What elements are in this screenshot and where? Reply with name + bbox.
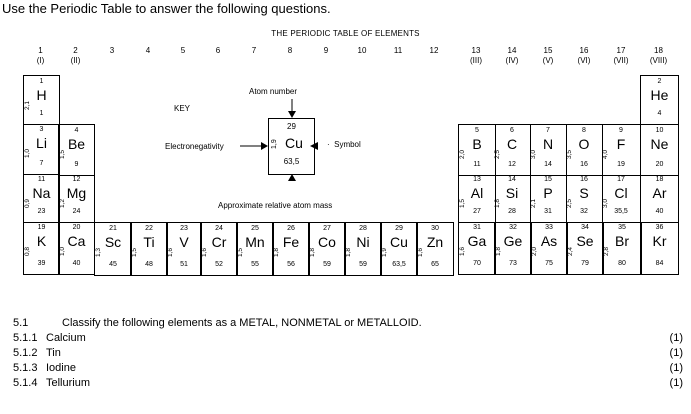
element-atomic-number: 21 bbox=[109, 225, 117, 232]
group-number: 16 bbox=[579, 46, 589, 55]
element-atomic-number: 2 bbox=[657, 78, 662, 85]
element-electronegativity: 0,9 bbox=[24, 198, 31, 208]
question-mark: (1) bbox=[669, 362, 683, 374]
element-electronegativity: 2,5 bbox=[494, 149, 501, 159]
element-atomic-number: 31 bbox=[473, 224, 481, 231]
element-symbol: Be bbox=[67, 136, 86, 152]
element-symbol: Ti bbox=[143, 234, 155, 250]
key-symbol: Cu bbox=[285, 135, 303, 151]
element-atomic-number: 6 bbox=[510, 127, 514, 134]
element-symbol: H bbox=[36, 87, 47, 103]
element-electronegativity: 1,2 bbox=[59, 198, 66, 208]
group-number: 13 bbox=[471, 46, 481, 55]
element-electronegativity: 3,0 bbox=[602, 198, 609, 208]
periodic-table-title: THE PERIODIC TABLE OF ELEMENTS bbox=[271, 29, 420, 38]
element-mass: 24 bbox=[72, 208, 81, 215]
element-symbol: B bbox=[472, 136, 482, 152]
element-mass: 56 bbox=[287, 261, 295, 268]
key-label: KEY bbox=[174, 104, 191, 113]
element-atomic-number: 28 bbox=[359, 225, 367, 232]
element-electronegativity: 1,8 bbox=[494, 198, 501, 208]
group-number: 1 bbox=[38, 46, 43, 55]
element-symbol: N bbox=[542, 136, 554, 152]
element-electronegativity: 1,6 bbox=[417, 247, 424, 257]
element-symbol: Cr bbox=[211, 234, 227, 250]
atom-number-arrow-icon bbox=[288, 111, 296, 118]
group-number: 6 bbox=[215, 46, 221, 55]
element-atomic-number: 7 bbox=[546, 127, 550, 134]
element-mass: 75 bbox=[545, 260, 553, 267]
group-roman: (I) bbox=[36, 56, 45, 65]
element-atomic-number: 20 bbox=[72, 224, 81, 231]
symbol-arrow-icon bbox=[310, 142, 318, 150]
group-number: 18 bbox=[654, 46, 663, 55]
group-number: 17 bbox=[616, 46, 626, 55]
group-number: 14 bbox=[507, 46, 517, 55]
element-electronegativity: 1,6 bbox=[459, 246, 466, 256]
element-mass: 14 bbox=[544, 161, 552, 168]
element-symbol: P bbox=[543, 185, 553, 201]
element-symbol: Mn bbox=[245, 234, 265, 250]
element-atomic-number: 29 bbox=[395, 225, 403, 232]
element-electronegativity: 2,1 bbox=[24, 100, 31, 110]
element-symbol: Al bbox=[470, 185, 484, 201]
element-atomic-number: 27 bbox=[323, 225, 331, 232]
question-heading bbox=[13, 316, 683, 331]
element-symbol: Co bbox=[318, 234, 336, 250]
element-atomic-number: 9 bbox=[619, 127, 623, 134]
element-atomic-number: 24 bbox=[215, 225, 223, 232]
element-atomic-number: 1 bbox=[39, 78, 44, 85]
element-mass: 12 bbox=[508, 161, 516, 168]
element-mass: 40 bbox=[655, 208, 664, 215]
question-text: Calcium bbox=[46, 332, 86, 344]
atom-number-label: Atom number bbox=[249, 87, 298, 96]
element-atomic-number: 14 bbox=[508, 176, 516, 183]
element-symbol: Na bbox=[32, 185, 51, 201]
element-electronegativity: 1,3 bbox=[95, 247, 102, 257]
element-atomic-number: 8 bbox=[582, 127, 586, 134]
element-symbol: Kr bbox=[652, 233, 667, 249]
element-mass: 20 bbox=[655, 161, 664, 168]
element-electronegativity: 3,0 bbox=[530, 149, 537, 159]
element-mass: 4 bbox=[657, 110, 662, 117]
element-mass: 9 bbox=[74, 161, 79, 168]
element-mass: 55 bbox=[251, 261, 259, 268]
element-electronegativity: 1,5 bbox=[131, 247, 138, 257]
element-atomic-number: 35 bbox=[618, 224, 626, 231]
element-atomic-number: 23 bbox=[180, 225, 188, 232]
element-mass: 51 bbox=[180, 261, 188, 268]
group-number: 9 bbox=[323, 46, 329, 55]
element-electronegativity: 1,0 bbox=[24, 148, 31, 158]
element-mass: 80 bbox=[618, 260, 626, 267]
element-electronegativity: 1,9 bbox=[381, 247, 388, 257]
element-electronegativity: 3,5 bbox=[566, 149, 573, 159]
group-roman: (IV) bbox=[505, 56, 519, 65]
element-mass: 7 bbox=[39, 160, 44, 167]
group-roman: (VIII) bbox=[649, 56, 668, 65]
element-mass: 48 bbox=[145, 261, 153, 268]
element-symbol: Mg bbox=[66, 185, 87, 201]
element-mass: 40 bbox=[72, 260, 81, 267]
group-roman: (VII) bbox=[613, 56, 629, 65]
element-symbol: Ge bbox=[503, 233, 523, 249]
question-row bbox=[13, 331, 683, 346]
question-list bbox=[13, 331, 683, 391]
question-text: Tellurium bbox=[46, 377, 91, 389]
question-text: Tin bbox=[46, 347, 61, 359]
element-symbol: F bbox=[616, 136, 626, 152]
element-mass: 35,5 bbox=[614, 208, 628, 215]
group-number: 8 bbox=[287, 46, 293, 55]
key-electronegativity: 1,9 bbox=[271, 139, 278, 149]
element-symbol: Se bbox=[576, 233, 594, 249]
group-number: 11 bbox=[393, 46, 403, 55]
element-symbol: As bbox=[540, 233, 558, 249]
element-mass: 31 bbox=[544, 208, 552, 215]
element-electronegativity: 1,6 bbox=[167, 247, 174, 257]
question-row bbox=[13, 361, 683, 376]
element-mass: 11 bbox=[473, 161, 481, 168]
element-electronegativity: 2,5 bbox=[566, 198, 573, 208]
element-symbol: Li bbox=[36, 135, 47, 151]
element-atomic-number: 10 bbox=[655, 127, 664, 134]
element-mass: 27 bbox=[473, 208, 481, 215]
element-symbol: Ca bbox=[67, 233, 86, 249]
element-symbol: K bbox=[36, 233, 47, 249]
element-symbol: S bbox=[579, 185, 589, 201]
mass-arrow-icon bbox=[288, 174, 296, 181]
element-mass: 39 bbox=[37, 260, 46, 267]
element-atomic-number: 5 bbox=[475, 127, 479, 134]
question-mark: (1) bbox=[669, 332, 683, 344]
element-electronegativity: 1,0 bbox=[59, 246, 66, 256]
group-roman: (III) bbox=[470, 56, 482, 65]
element-electronegativity: 1,5 bbox=[459, 198, 466, 208]
group-number: 12 bbox=[429, 46, 439, 55]
question-number: 5.1.4 bbox=[13, 377, 38, 389]
group-number: 3 bbox=[109, 46, 115, 55]
element-mass: 79 bbox=[581, 260, 589, 267]
element-electronegativity: 2,4 bbox=[567, 246, 574, 256]
element-symbol: Fe bbox=[282, 234, 300, 250]
element-atomic-number: 36 bbox=[655, 224, 664, 231]
mass-label: Approximate relative atom mass bbox=[218, 201, 333, 210]
element-symbol: Ga bbox=[467, 233, 487, 249]
symbol-label-text: Symbol bbox=[334, 140, 361, 149]
element-electronegativity: 1,8 bbox=[345, 247, 352, 257]
element-mass: 16 bbox=[580, 161, 588, 168]
element-electronegativity: 2,1 bbox=[530, 198, 537, 208]
question-row bbox=[13, 346, 683, 361]
element-atomic-number: 3 bbox=[39, 126, 44, 133]
group-number: 10 bbox=[357, 46, 367, 55]
question-mark: (1) bbox=[669, 347, 683, 359]
element-mass: 70 bbox=[473, 260, 481, 267]
element-electronegativity: 4,0 bbox=[602, 149, 609, 159]
element-mass: 59 bbox=[359, 261, 367, 268]
element-symbol: He bbox=[650, 87, 669, 103]
group-roman: (VI) bbox=[577, 56, 591, 65]
element-atomic-number: 18 bbox=[655, 176, 664, 183]
element-electronegativity: 2,0 bbox=[531, 246, 538, 256]
group-roman: (V) bbox=[542, 56, 554, 65]
element-mass: 84 bbox=[655, 260, 664, 267]
question-heading-number: 5.1 bbox=[13, 317, 29, 329]
question-number: 5.1.2 bbox=[13, 347, 38, 359]
element-atomic-number: 17 bbox=[617, 176, 625, 183]
element-symbol: Ar bbox=[652, 185, 667, 201]
element-symbol: O bbox=[578, 136, 590, 152]
element-symbol: Ne bbox=[650, 136, 669, 152]
element-atomic-number: 13 bbox=[473, 176, 481, 183]
element-mass: 65 bbox=[431, 261, 439, 268]
element-symbol: Zn bbox=[426, 234, 444, 250]
element-atomic-number: 11 bbox=[37, 176, 46, 183]
element-atomic-number: 26 bbox=[287, 225, 295, 232]
electronegativity-label: Electronegativity bbox=[165, 142, 224, 151]
element-symbol: Sc bbox=[104, 234, 122, 250]
group-roman: (II) bbox=[70, 56, 81, 65]
element-atomic-number: 19 bbox=[37, 224, 46, 231]
group-number: 4 bbox=[145, 46, 151, 55]
key-atomic-number: 29 bbox=[287, 122, 296, 131]
element-symbol: V bbox=[179, 234, 189, 250]
element-atomic-number: 32 bbox=[509, 224, 517, 231]
questions-section bbox=[13, 316, 683, 391]
question-heading-text: Classify the following elements as a METAL, NONMETAL or METALLOID. bbox=[62, 317, 422, 329]
element-atomic-number: 25 bbox=[251, 225, 259, 232]
group-number: 7 bbox=[251, 46, 257, 55]
question-number: 5.1.3 bbox=[13, 362, 38, 374]
element-mass: 59 bbox=[323, 261, 331, 268]
element-electronegativity: 1,6 bbox=[201, 247, 208, 257]
symbol-label: · Symbol bbox=[327, 140, 361, 149]
element-mass: 28 bbox=[508, 208, 516, 215]
element-electronegativity: 1,5 bbox=[59, 149, 66, 159]
element-atomic-number: 22 bbox=[145, 225, 153, 232]
instruction-text: Use the Periodic Table to answer the following questions. bbox=[2, 1, 331, 16]
question-number: 5.1.1 bbox=[13, 332, 38, 344]
element-electronegativity: 1,5 bbox=[237, 247, 244, 257]
question-text: Iodine bbox=[46, 362, 76, 374]
element-atomic-number: 30 bbox=[431, 225, 439, 232]
element-mass: 1 bbox=[39, 110, 44, 117]
key-mass: 63,5 bbox=[283, 157, 300, 166]
element-symbol: Br bbox=[615, 233, 629, 249]
question-mark: (1) bbox=[669, 377, 683, 389]
element-atomic-number: 15 bbox=[544, 176, 552, 183]
element-atomic-number: 16 bbox=[580, 176, 588, 183]
element-electronegativity: 0,8 bbox=[24, 246, 31, 256]
element-electronegativity: 1,8 bbox=[309, 247, 316, 257]
element-atomic-number: 33 bbox=[545, 224, 553, 231]
element-symbol: Cu bbox=[390, 234, 408, 250]
element-mass: 73 bbox=[509, 260, 517, 267]
group-number: 5 bbox=[180, 46, 186, 55]
element-atomic-number: 4 bbox=[74, 127, 79, 134]
element-mass: 45 bbox=[109, 261, 117, 268]
element-mass: 63,5 bbox=[392, 261, 406, 268]
element-symbol: Si bbox=[505, 185, 519, 201]
element-atomic-number: 12 bbox=[72, 176, 81, 183]
element-symbol: C bbox=[506, 136, 518, 152]
element-electronegativity: 2,0 bbox=[459, 149, 466, 159]
group-number: 2 bbox=[73, 46, 78, 55]
element-mass: 23 bbox=[37, 208, 46, 215]
group-number: 15 bbox=[543, 46, 553, 55]
element-atomic-number: 34 bbox=[581, 224, 589, 231]
element-electronegativity: 1,8 bbox=[273, 247, 280, 257]
element-symbol: Ni bbox=[356, 234, 370, 250]
electronegativity-arrow-icon bbox=[261, 142, 268, 150]
element-mass: 19 bbox=[617, 161, 625, 168]
element-electronegativity: 2,8 bbox=[603, 246, 610, 256]
element-mass: 32 bbox=[580, 208, 588, 215]
element-electronegativity: 1,8 bbox=[495, 246, 502, 256]
question-row bbox=[13, 376, 683, 391]
element-symbol: Cl bbox=[614, 185, 628, 201]
element-mass: 52 bbox=[215, 261, 223, 268]
